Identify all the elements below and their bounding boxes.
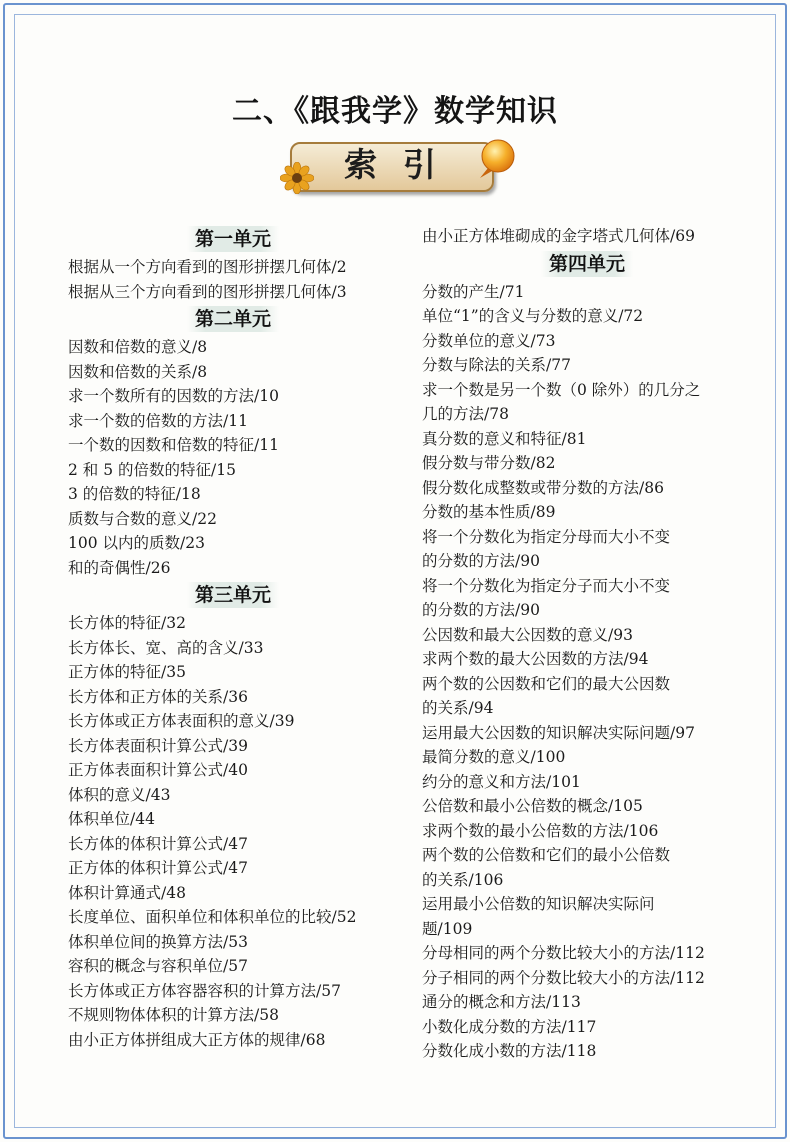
index-entry: 正方体的体积计算公式/47 (68, 859, 248, 877)
index-entry: 长方体和正方体的关系/36 (68, 687, 248, 706)
index-entry: 将一个分数化为指定分母而大小不变 (422, 527, 671, 546)
index-entry: 由小正方体拼组成大正方体的规律/68 (68, 1030, 326, 1049)
index-entry: 题/109 (422, 919, 473, 938)
flower-icon (280, 162, 314, 194)
page-title: 二、《跟我学》数学知识 (232, 94, 558, 129)
index-entry: 和的奇偶性/26 (68, 558, 171, 577)
index-column-right (422, 224, 752, 1064)
index-entry: 长方体表面积计算公式/39 (68, 736, 248, 755)
banner-title: 索引 (344, 145, 462, 184)
index-entry: 长方体的体积计算公式/47 (68, 834, 248, 853)
index-entry: 容积的概念与容积单位/57 (68, 957, 248, 975)
index-entry: 小数化成分数的方法/117 (422, 1017, 597, 1036)
index-entry: 因数和倍数的意义/8 (68, 338, 208, 356)
index-entry: 体积单位/44 (68, 810, 155, 828)
index-entry: 长方体长、宽、高的含义/33 (68, 638, 264, 657)
index-entry: 求一个数所有的因数的方法/10 (68, 387, 279, 405)
index-entry: 长度单位、面积单位和体积单位的比较/52 (68, 908, 357, 926)
index-entry: 单位“1”的含义与分数的意义/72 (422, 307, 644, 325)
unit-heading-label: 第三单元 (187, 582, 279, 608)
index-entry: 长方体或正方体容器容积的计算方法/57 (68, 981, 341, 1000)
unit-heading (68, 306, 398, 332)
unit-heading (68, 582, 398, 608)
index-entry: 运用最小公倍数的知识解决实际问 (422, 895, 655, 913)
index-entry: 求两个数的最大公因数的方法/94 (422, 650, 649, 668)
index-entry: 分数单位的意义/73 (422, 331, 556, 350)
unit-heading-label: 第二单元 (187, 306, 279, 332)
index-entry: 分子相同的两个分数比较大小的方法/112 (422, 968, 705, 987)
unit-heading-label: 第四单元 (541, 251, 633, 277)
index-entry: 因数和倍数的关系/8 (68, 362, 208, 381)
index-entry: 正方体表面积计算公式/40 (68, 761, 248, 779)
unit-heading (422, 251, 752, 277)
index-banner (280, 140, 515, 194)
index-entry: 公因数和最大公因数的意义/93 (422, 625, 633, 644)
index-entry: 长方体的特征/32 (68, 614, 186, 632)
index-entry: 正方体的特征/35 (68, 663, 186, 681)
index-entry: 2 和 5 的倍数的特征/15 (68, 460, 236, 479)
index-entry: 一个数的因数和倍数的特征/11 (68, 436, 279, 454)
index-entry: 3 的倍数的特征/18 (68, 485, 201, 503)
index-entry: 体积计算通式/48 (68, 883, 186, 902)
index-entry: 质数与合数的意义/22 (68, 509, 217, 528)
index-entry: 体积单位间的换算方法/53 (68, 932, 248, 951)
index-entry: 由小正方体堆砌成的金字塔式几何体/69 (422, 227, 695, 245)
index-entry: 真分数的意义和特征/81 (422, 429, 587, 448)
index-entry: 运用最大公因数的知识解决实际问题/97 (422, 723, 695, 742)
index-entry: 分母相同的两个分数比较大小的方法/112 (422, 944, 705, 962)
index-entry: 分数与除法的关系/77 (422, 356, 571, 374)
index-entry: 的关系/106 (422, 870, 504, 889)
index-entry: 两个数的公倍数和它们的最小公倍数 (422, 846, 671, 864)
index-entry: 根据从三个方向看到的图形拼摆几何体/3 (68, 282, 347, 301)
index-entry: 分数化成小数的方法/118 (422, 1042, 597, 1060)
index-entry: 根据从一个方向看到的图形拼摆几何体/2 (68, 258, 347, 276)
index-entry: 分数的产生/71 (422, 282, 525, 301)
index-entry: 长方体或正方体表面积的意义/39 (68, 712, 295, 730)
index-entry: 求两个数的最小公倍数的方法/106 (422, 821, 659, 840)
index-column-left (68, 224, 398, 1052)
index-entry: 假分数化成整数或带分数的方法/86 (422, 478, 664, 497)
index-entry: 两个数的公因数和它们的最大公因数 (422, 674, 671, 693)
index-entry: 求一个数的倍数的方法/11 (68, 411, 248, 430)
index-entry: 100 以内的质数/23 (68, 534, 205, 552)
index-entry: 最简分数的意义/100 (422, 748, 566, 766)
unit-heading-label: 第一单元 (187, 226, 279, 252)
index-entry: 的分数的方法/90 (422, 552, 540, 570)
index-entry: 不规则物体体积的计算方法/58 (68, 1006, 279, 1024)
index-entry: 几的方法/78 (422, 405, 509, 423)
index-entry: 求一个数是另一个数（0 除外）的几分之 (422, 380, 701, 399)
index-entry: 通分的概念和方法/113 (422, 993, 581, 1011)
index-entry: 公倍数和最小公倍数的概念/105 (422, 797, 643, 815)
index-entry: 将一个分数化为指定分子而大小不变 (422, 576, 671, 595)
index-entry: 的分数的方法/90 (422, 601, 540, 619)
index-entry: 约分的意义和方法/101 (422, 772, 581, 791)
index-entry: 体积的意义/43 (68, 785, 171, 804)
unit-heading (68, 226, 398, 252)
orange-dot-icon (476, 138, 516, 180)
index-entry: 的关系/94 (422, 699, 494, 717)
index-entry: 分数的基本性质/89 (422, 503, 556, 521)
index-entry: 假分数与带分数/82 (422, 454, 556, 472)
